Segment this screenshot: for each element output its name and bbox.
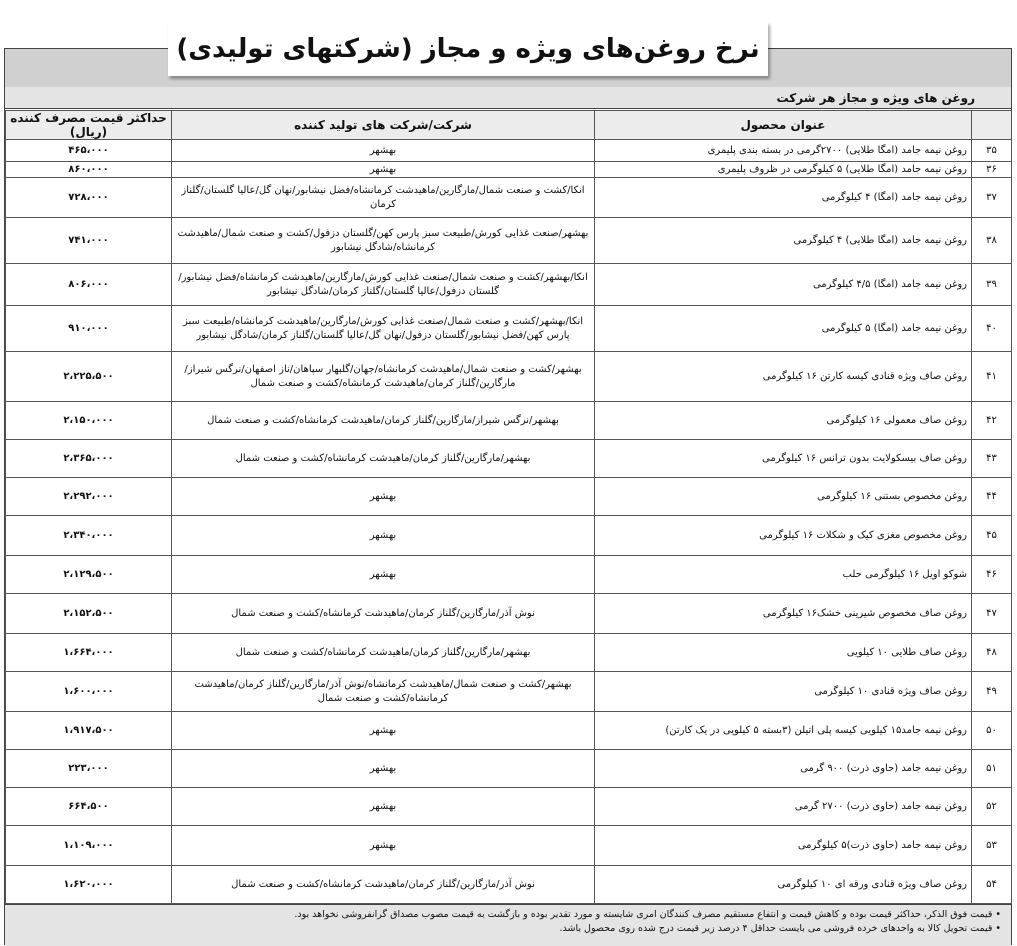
row-price: ۷۲۸،۰۰۰ bbox=[6, 178, 172, 218]
row-price: ۱،۱۰۹،۰۰۰ bbox=[6, 826, 172, 866]
row-makers: بهشهر bbox=[172, 162, 595, 178]
row-product: روغن نیمه جامد (حاوی ذرت) ۲۷۰۰ گرمی bbox=[595, 788, 972, 826]
row-product: روغن صاف ویژه قنادی ۱۰ کیلوگرمی bbox=[595, 672, 972, 712]
col-header-makers: شرکت/شرکت های تولید کننده bbox=[172, 111, 595, 140]
row-number: ۳۹ bbox=[972, 264, 1012, 306]
row-number: ۴۳ bbox=[972, 440, 1012, 478]
page-title-box bbox=[168, 22, 768, 76]
row-price: ۲۲۳،۰۰۰ bbox=[6, 750, 172, 788]
row-product: روغن نیمه جامد (امگا طلایی) ۲۷۰۰گرمی در بسته بندی پلیمری bbox=[595, 140, 972, 162]
table-row bbox=[6, 440, 1012, 478]
row-number: ۵۰ bbox=[972, 712, 1012, 750]
table-row bbox=[6, 788, 1012, 826]
row-number: ۳۷ bbox=[972, 178, 1012, 218]
table-row bbox=[6, 750, 1012, 788]
row-makers: نوش آذر/مارگارین/گلناز کرمان/ماهیدشت کرمانشاه/کشت و صنعت شمال bbox=[172, 594, 595, 634]
table-row bbox=[6, 594, 1012, 634]
footer-note-2: • قیمت تحویل کالا به واحدهای خرده فروشی می بایست حداقل ۴ درصد زیر قیمت درج شده روی محصول باشد. bbox=[559, 923, 1001, 934]
row-price: ۲،۲۲۵،۵۰۰ bbox=[6, 352, 172, 402]
table-row bbox=[6, 306, 1012, 352]
table-row bbox=[6, 556, 1012, 594]
row-product: روغن صاف طلایی ۱۰ کیلویی bbox=[595, 634, 972, 672]
row-makers: نوش آذر/مارگارین/گلناز کرمان/ماهیدشت کرمانشاه/کشت و صنعت شمال bbox=[172, 866, 595, 904]
row-product: روغن مخصوص مغزی کیک و شکلات ۱۶ کیلوگرمی bbox=[595, 516, 972, 556]
row-number: ۳۵ bbox=[972, 140, 1012, 162]
row-makers: بهشهر bbox=[172, 712, 595, 750]
table-row bbox=[6, 712, 1012, 750]
footer-note-1: • قیمت فوق الذکر، حداکثر قیمت بوده و کاهش قیمت و انتفاع مستقیم مصرف کنندگان امری شایسته و مورد تقدیر بوده و بازگشت به قیمت مصوب مصداق گرانفروشی نخواهد بود. bbox=[294, 909, 1001, 920]
row-makers: انکا/کشت و صنعت شمال/مارگارین/ماهیدشت کرمانشاه/فضل نیشابور/نهان گل/عالیا گلستان/گلناز کرمان bbox=[172, 178, 595, 218]
table-row bbox=[6, 516, 1012, 556]
table-row bbox=[6, 162, 1012, 178]
col-header-price: حداکثر قیمت مصرف کننده (ریال) bbox=[6, 111, 172, 140]
page-title: نرخ روغن‌های ویژه و مجاز (شرکتهای تولیدی) bbox=[176, 34, 760, 64]
row-price: ۹۱۰،۰۰۰ bbox=[6, 306, 172, 352]
row-product: روغن صاف مخصوص شیرینی خشک۱۶ کیلوگرمی bbox=[595, 594, 972, 634]
row-makers: بهشهر/کشت و صنعت شمال/ماهیدشت کرمانشاه/جهان/گلبهار سپاهان/ناز اصفهان/نرگس شیراز/مارگارین/گلناز کرمان/ماهیدشت کرمانشاه/کشت و صنعت شمال bbox=[172, 352, 595, 402]
row-price: ۲،۲۹۲،۰۰۰ bbox=[6, 478, 172, 516]
row-product: روغن صاف ویژه قنادی ورقه ای ۱۰ کیلوگرمی bbox=[595, 866, 972, 904]
col-header-number bbox=[972, 111, 1012, 140]
row-makers: بهشهر/نرگس شیراز/مارگارین/گلناز کرمان/ماهیدشت کرمانشاه/کشت و صنعت شمال bbox=[172, 402, 595, 440]
table-row bbox=[6, 218, 1012, 264]
row-product: روغن نیمه جامد (امگا) ۴ کیلوگرمی bbox=[595, 178, 972, 218]
row-number: ۵۴ bbox=[972, 866, 1012, 904]
col-header-product: عنوان محصول bbox=[595, 111, 972, 140]
row-makers: بهشهر bbox=[172, 140, 595, 162]
row-product: روغن صاف بیسکولایت بدون ترانس ۱۶ کیلوگرمی bbox=[595, 440, 972, 478]
row-price: ۸۰۶،۰۰۰ bbox=[6, 264, 172, 306]
row-makers: بهشهر/مارگارین/گلناز کرمان/ماهیدشت کرمانشاه/کشت و صنعت شمال bbox=[172, 634, 595, 672]
row-makers: بهشهر bbox=[172, 478, 595, 516]
row-product: روغن صاف معمولی ۱۶ کیلوگرمی bbox=[595, 402, 972, 440]
row-product: روغن نیمه جامد (حاوی ذرت) ۹۰۰ گرمی bbox=[595, 750, 972, 788]
row-price: ۶۶۴،۵۰۰ bbox=[6, 788, 172, 826]
table-row bbox=[6, 478, 1012, 516]
row-makers: انکا/بهشهر/کشت و صنعت شمال/صنعت غذایی کورش/مارگارین/ماهیدشت کرمانشاه/طبیعت سبز پارس کهن/فضل نیشابور/گلستان دزفول/نهان گل/عالیا گلستان/گلناز کرمان/شادگل نیشابور bbox=[172, 306, 595, 352]
row-number: ۵۳ bbox=[972, 826, 1012, 866]
row-price: ۱،۶۰۰،۰۰۰ bbox=[6, 672, 172, 712]
row-number: ۴۶ bbox=[972, 556, 1012, 594]
row-number: ۴۰ bbox=[972, 306, 1012, 352]
row-makers: بهشهر bbox=[172, 516, 595, 556]
table-row bbox=[6, 634, 1012, 672]
row-number: ۵۲ bbox=[972, 788, 1012, 826]
row-price: ۱،۶۲۰،۰۰۰ bbox=[6, 866, 172, 904]
row-number: ۳۶ bbox=[972, 162, 1012, 178]
table-row bbox=[6, 178, 1012, 218]
row-makers: بهشهر bbox=[172, 750, 595, 788]
row-makers: بهشهر bbox=[172, 826, 595, 866]
section-subheader: روغن های ویژه و مجاز هر شرکت bbox=[5, 87, 1011, 109]
row-product: روغن نیمه جامد (امگا) ۵ کیلوگرمی bbox=[595, 306, 972, 352]
row-product: روغن نیمه جامد (امگا) ۴/۵ کیلوگرمی bbox=[595, 264, 972, 306]
row-product: روغن مخصوص بستنی ۱۶ کیلوگرمی bbox=[595, 478, 972, 516]
table-row bbox=[6, 264, 1012, 306]
row-makers: بهشهر/مارگارین/گلناز کرمان/ماهیدشت کرمانشاه/کشت و صنعت شمال bbox=[172, 440, 595, 478]
table-row bbox=[6, 672, 1012, 712]
row-number: ۴۴ bbox=[972, 478, 1012, 516]
row-number: ۳۸ bbox=[972, 218, 1012, 264]
table-row bbox=[6, 866, 1012, 904]
row-makers: بهشهر/صنعت غذایی کورش/طبیعت سبز پارس کهن/گلستان دزفول/کشت و صنعت شمال/ماهیدشت کرمانشاه/شادگل نیشابور bbox=[172, 218, 595, 264]
row-number: ۴۲ bbox=[972, 402, 1012, 440]
row-number: ۵۱ bbox=[972, 750, 1012, 788]
row-number: ۴۸ bbox=[972, 634, 1012, 672]
row-price: ۷۴۱،۰۰۰ bbox=[6, 218, 172, 264]
row-product: روغن نیمه جامد (امگا طلایی) ۵ کیلوگرمی در ظروف پلیمری bbox=[595, 162, 972, 178]
row-number: ۴۵ bbox=[972, 516, 1012, 556]
row-price: ۱،۶۶۴،۰۰۰ bbox=[6, 634, 172, 672]
row-product: شوکو اویل ۱۶ کیلوگرمی حلب bbox=[595, 556, 972, 594]
document-frame bbox=[4, 48, 1012, 945]
row-price: ۸۶۰،۰۰۰ bbox=[6, 162, 172, 178]
table-header-row bbox=[6, 111, 1012, 140]
row-number: ۴۱ bbox=[972, 352, 1012, 402]
row-number: ۴۷ bbox=[972, 594, 1012, 634]
table-row bbox=[6, 826, 1012, 866]
row-price: ۲،۳۶۵،۰۰۰ bbox=[6, 440, 172, 478]
row-product: روغن نیمه جامد۱۵ کیلویی کیسه پلی اتیلن (۳بسته ۵ کیلویی در یک کارتن) bbox=[595, 712, 972, 750]
row-product: روغن نیمه جامد (حاوی ذرت)۵ کیلوگرمی bbox=[595, 826, 972, 866]
row-number: ۴۹ bbox=[972, 672, 1012, 712]
row-makers: بهشهر bbox=[172, 556, 595, 594]
row-price: ۲،۱۲۹،۵۰۰ bbox=[6, 556, 172, 594]
row-price: ۴۶۵،۰۰۰ bbox=[6, 140, 172, 162]
row-makers: انکا/بهشهر/کشت و صنعت شمال/صنعت غذایی کورش/مارگارین/ماهیدشت کرمانشاه/فضل نیشابور/گلستان دزفول/عالیا گلستان/گلناز کرمان/شادگل نیشابور bbox=[172, 264, 595, 306]
row-makers: بهشهر/کشت و صنعت شمال/ماهیدشت کرمانشاه/نوش آذر/مارگارین/گلناز کرمان/ماهیدشت کرمانشاه/کشت و صنعت شمال bbox=[172, 672, 595, 712]
row-product: روغن نیمه جامد (امگا طلایی) ۴ کیلوگرمی bbox=[595, 218, 972, 264]
row-price: ۲،۱۵۰،۰۰۰ bbox=[6, 402, 172, 440]
row-makers: بهشهر bbox=[172, 788, 595, 826]
table-row bbox=[6, 402, 1012, 440]
footer-notes bbox=[5, 904, 1011, 946]
row-price: ۱،۹۱۷،۵۰۰ bbox=[6, 712, 172, 750]
price-table bbox=[5, 110, 1012, 904]
row-product: روغن صاف ویژه قنادی کیسه کارتن ۱۶ کیلوگرمی bbox=[595, 352, 972, 402]
row-price: ۲،۳۴۰،۰۰۰ bbox=[6, 516, 172, 556]
table-row bbox=[6, 140, 1012, 162]
table-row bbox=[6, 352, 1012, 402]
row-price: ۲،۱۵۲،۵۰۰ bbox=[6, 594, 172, 634]
